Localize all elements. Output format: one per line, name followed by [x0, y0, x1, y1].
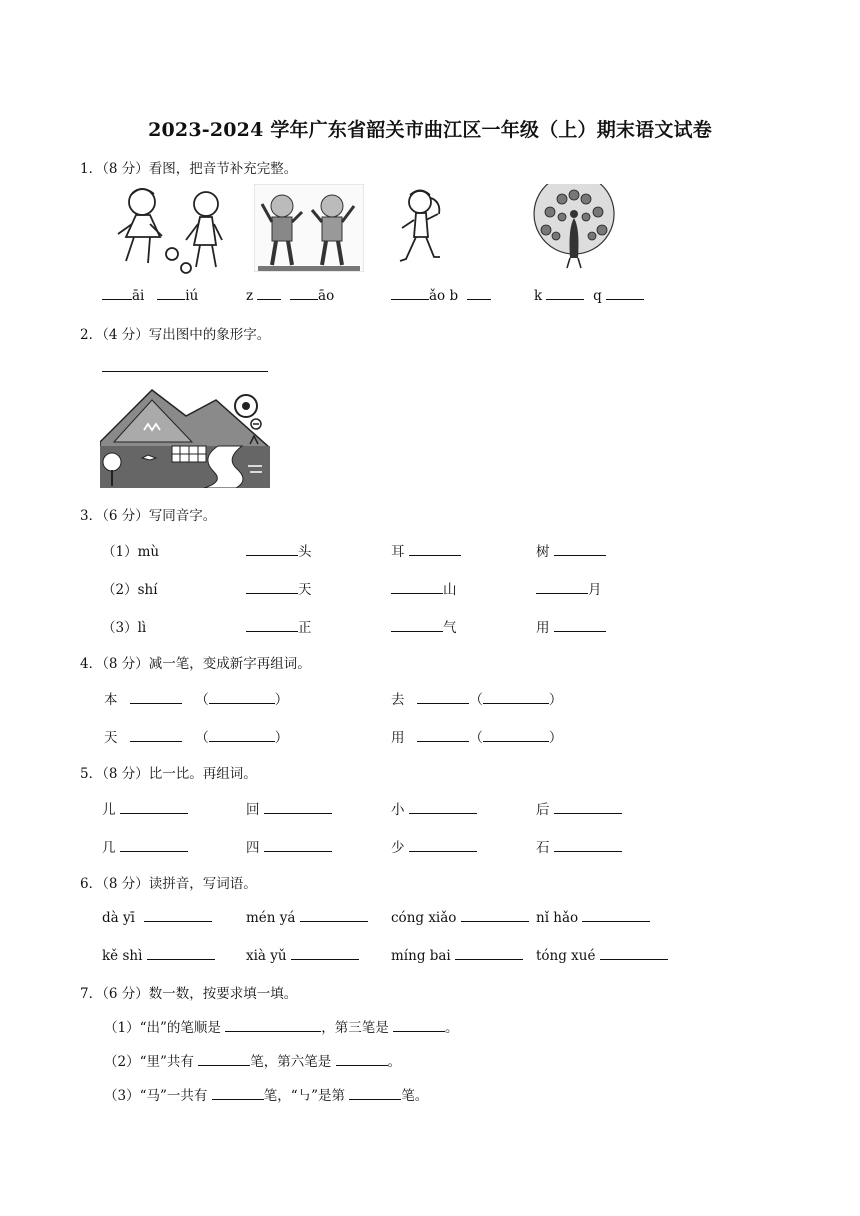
q1-syllable-2: z āo	[246, 288, 335, 304]
q6-blank[interactable]	[461, 908, 529, 922]
q1-blank[interactable]	[391, 286, 429, 300]
q3-blank[interactable]	[246, 618, 298, 632]
q1-blank[interactable]	[157, 286, 185, 300]
q5-blank[interactable]	[264, 838, 332, 852]
q6-blank[interactable]	[144, 908, 212, 922]
q3-blank[interactable]	[391, 580, 443, 594]
q2-answer-line[interactable]	[102, 371, 268, 372]
q6-blank[interactable]	[291, 946, 359, 960]
q3-blank[interactable]	[536, 580, 588, 594]
q1-blank[interactable]	[606, 286, 644, 300]
peacock-illustration	[532, 184, 616, 270]
children-playing-ball-illustration	[106, 184, 238, 274]
q5-blank[interactable]	[120, 838, 188, 852]
q6-row2-item4: tóng xué	[536, 946, 668, 964]
q5-blank[interactable]	[409, 838, 477, 852]
q6-row2-item2: xià yǔ	[246, 946, 359, 964]
q7-blank[interactable]	[336, 1052, 388, 1066]
q6-blank[interactable]	[600, 946, 668, 960]
q4-word-blank[interactable]	[209, 728, 275, 742]
q4-word-blank[interactable]	[483, 690, 549, 704]
q5-blank[interactable]	[554, 838, 622, 852]
q6-row2-item3: míng bai	[391, 946, 523, 964]
q1-blank[interactable]	[290, 286, 318, 300]
q5-blank[interactable]	[120, 800, 188, 814]
page-title: 2023-2024 学年广东省韶关市曲江区一年级（上）期末语文试卷	[148, 119, 712, 141]
landscape-pictograph-illustration	[100, 386, 270, 488]
q5-row2-item4: 石	[536, 836, 622, 856]
question-7-stem: 7．（6 分）数一数，按要求填一填。	[80, 986, 298, 1002]
q6-row1-item1: dà yī	[102, 908, 212, 926]
q6-blank[interactable]	[455, 946, 523, 960]
q3-row3-item1: 正	[246, 616, 312, 636]
question-2-stem: 2．（4 分）写出图中的象形字。	[80, 327, 271, 343]
q5-blank[interactable]	[264, 800, 332, 814]
q1-syllable-4: k q	[534, 286, 644, 304]
q6-blank[interactable]	[147, 946, 215, 960]
q3-row1-item2: 耳	[391, 540, 461, 560]
q5-row1-item2: 回	[246, 798, 332, 818]
q5-row2-item1: 几	[102, 836, 188, 856]
q4-blank[interactable]	[130, 728, 182, 742]
q5-row1-item4: 后	[536, 798, 622, 818]
question-1-stem: 1．（8 分）看图，把音节补充完整。	[80, 161, 298, 177]
q3-row1-item3: 树	[536, 540, 606, 560]
question-3-stem: 3．（6 分）写同音字。	[80, 508, 217, 524]
q5-row2-item3: 少	[391, 836, 477, 856]
q5-row1-item3: 小	[391, 798, 477, 818]
q3-row3-item3: 用	[536, 616, 606, 636]
q3-row1-label: （1）mù	[102, 544, 160, 560]
question-4-stem: 4．（8 分）减一笔，变成新字再组词。	[80, 656, 311, 672]
q3-row3-item2: 气	[391, 616, 457, 636]
q3-blank[interactable]	[554, 542, 606, 556]
q6-row1-item3: cóng xiǎo	[391, 908, 529, 926]
q3-row2-label: （2）shí	[102, 582, 158, 598]
q3-blank[interactable]	[246, 542, 298, 556]
question-6-stem: 6．（8 分）读拼音，写词语。	[80, 876, 257, 892]
q1-syllable-3: ǎo b	[391, 286, 491, 304]
q1-blank[interactable]	[257, 286, 281, 300]
q6-row1-item4: nǐ hǎo	[536, 908, 650, 926]
q7-blank[interactable]	[198, 1052, 250, 1066]
q4-item-1: 本 （ ）	[104, 692, 289, 708]
q1-syllable-1: āi iú	[102, 286, 198, 304]
q7-blank[interactable]	[212, 1086, 264, 1100]
q7-line-3: （3）“马”一共有 笔，“㇉”是第 笔。	[104, 1088, 429, 1104]
question-5-stem: 5．（8 分）比一比。再组词。	[80, 766, 257, 782]
q6-blank[interactable]	[582, 908, 650, 922]
children-exercising-illustration	[254, 184, 364, 272]
q5-blank[interactable]	[554, 800, 622, 814]
q1-blank[interactable]	[102, 286, 132, 300]
q7-blank[interactable]	[393, 1018, 445, 1032]
q4-word-blank[interactable]	[483, 728, 549, 742]
girl-running-illustration	[396, 186, 452, 270]
q7-blank[interactable]	[225, 1018, 321, 1032]
q3-blank[interactable]	[409, 542, 461, 556]
q3-row2-item3: 月	[536, 578, 602, 598]
q4-blank[interactable]	[130, 690, 182, 704]
q4-blank[interactable]	[417, 690, 469, 704]
q7-line-2: （2）“里”共有 笔，第六笔是 。	[104, 1054, 401, 1070]
q6-row1-item2: mén yá	[246, 908, 368, 926]
q3-blank[interactable]	[391, 618, 443, 632]
q3-blank[interactable]	[246, 580, 298, 594]
q3-row3-label: （3）lì	[102, 620, 147, 636]
q4-item-4: 用 （ ）	[391, 730, 563, 746]
q5-blank[interactable]	[409, 800, 477, 814]
q3-blank[interactable]	[554, 618, 606, 632]
q6-row2-item1: kě shì	[102, 946, 215, 964]
q7-line-1: （1）“出”的笔顺是 ，第三笔是 。	[104, 1020, 459, 1036]
q5-row2-item2: 四	[246, 836, 332, 856]
q1-blank[interactable]	[467, 286, 491, 300]
q4-item-3: 天 （ ）	[104, 730, 289, 746]
q3-row1-item1: 头	[246, 540, 312, 560]
q6-blank[interactable]	[300, 908, 368, 922]
q3-row2-item1: 天	[246, 578, 312, 598]
q4-blank[interactable]	[417, 728, 469, 742]
q3-row2-item2: 山	[391, 578, 457, 598]
q1-blank[interactable]	[546, 286, 584, 300]
q4-word-blank[interactable]	[209, 690, 275, 704]
q4-item-2: 去 （ ）	[391, 692, 563, 708]
q5-row1-item1: 儿	[102, 798, 188, 818]
q7-blank[interactable]	[349, 1086, 401, 1100]
